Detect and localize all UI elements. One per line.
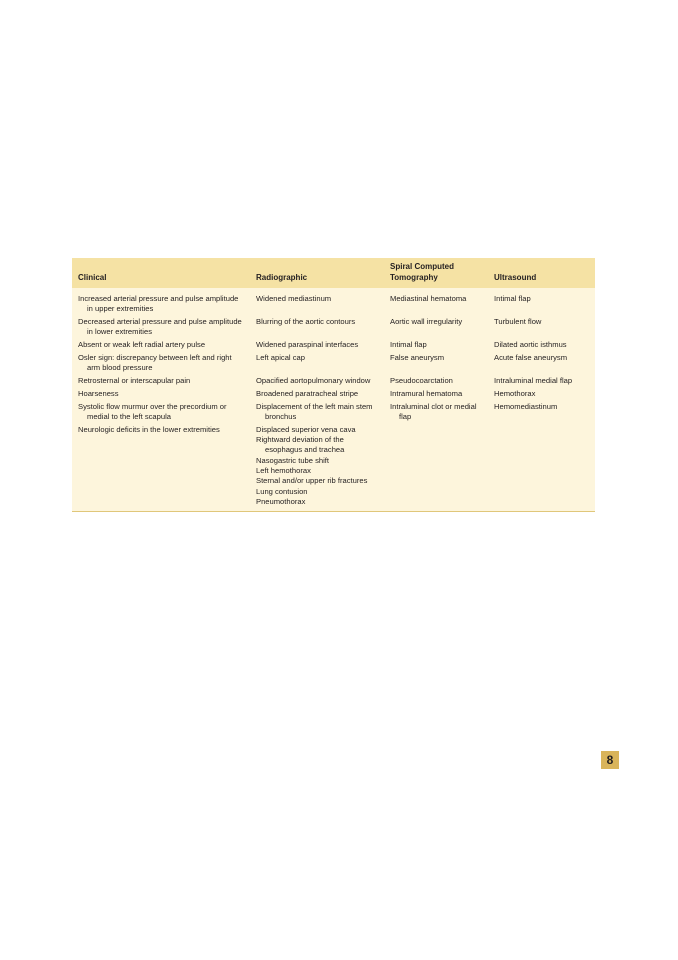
radiographic-entry: Widened paraspinal interfaces [256,340,359,350]
ct-entry: Aortic wall irregularity [390,317,463,327]
radiographic-entry: Rightward deviation of the esophagus and trachea [256,435,345,455]
cell-ultrasound [488,316,595,339]
radiographic-entry: Displacement of the left main stem bronchus [256,401,373,421]
cell-ct [384,316,488,339]
findings-table [72,258,595,511]
cell-ultrasound [488,339,595,352]
ultrasound-entry: Intimal flap [494,294,531,303]
clinical-entry: Neurologic deficits in the lower extremities [78,424,220,434]
cell-radiographic [250,316,384,339]
cell-radiographic [250,352,384,375]
cell-clinical [72,424,250,511]
cell-ct [384,424,488,511]
header-spiral-ct: Spiral Computed Tomography [384,258,488,288]
ct-entry: Intraluminal clot or medial flap [390,401,477,421]
radiographic-entry: Lung contusion [256,486,308,496]
table-row [72,401,595,424]
ultrasound-entry: Hemomediastinum [494,401,558,411]
radiographic-entry: Left hemothorax [256,465,311,475]
cell-clinical [72,388,250,401]
cell-ultrasound [488,352,595,375]
cell-ultrasound [488,388,595,401]
cell-ultrasound [488,401,595,424]
table-row [72,352,595,375]
ultrasound-entry: Hemothorax [494,388,536,398]
clinical-entry: Osler sign: discrepancy between left and right arm blood pressure [78,352,232,373]
clinical-entry: Increased arterial pressure and pulse amplitude in upper extremities [78,294,239,314]
ultrasound-entry: Turbulent flow [494,317,542,327]
header-radiographic: Radiographic [250,258,384,288]
cell-ultrasound [488,424,595,511]
findings-table-container [72,258,595,512]
cell-radiographic [250,401,384,424]
cell-radiographic [250,424,384,511]
cell-clinical [72,375,250,388]
radiographic-entry: Opacified aortopulmonary window [256,376,371,386]
table-row [72,316,595,339]
cell-clinical [72,288,250,316]
cell-radiographic [250,375,384,388]
table-header [72,258,595,288]
ultrasound-entry: Intraluminal medial flap [494,376,573,386]
clinical-entry: Hoarseness [78,388,119,398]
page-number: 8 [601,751,619,769]
cell-ct [384,339,488,352]
table-row [72,339,595,352]
header-row [72,258,595,288]
ct-entry: Pseudocoarctation [390,376,453,386]
clinical-entry: Systolic flow murmur over the precordium or medial to the left scapula [78,401,227,421]
cell-ct [384,352,488,375]
cell-ct [384,388,488,401]
ct-entry: Intramural hematoma [390,388,463,398]
table-row [72,388,595,401]
cell-ct [384,375,488,388]
cell-ultrasound [488,288,595,316]
radiographic-entry: Nasogastric tube shift [256,455,330,465]
radiographic-entry: Displaced superior vena cava [256,424,356,434]
ct-entry: False aneurysm [390,352,445,362]
header-clinical: Clinical [72,258,250,288]
radiographic-entry: Blurring of the aortic contours [256,317,356,327]
cell-ultrasound [488,375,595,388]
cell-clinical [72,316,250,339]
cell-ct [384,401,488,424]
ct-entry: Mediastinal hematoma [390,294,467,303]
table-row [72,375,595,388]
cell-clinical [72,401,250,424]
cell-ct [384,288,488,316]
table-body [72,288,595,511]
cell-radiographic [250,339,384,352]
clinical-entry: Decreased arterial pressure and pulse amplitude in lower extremities [78,317,242,337]
ultrasound-entry: Acute false aneurysm [494,352,568,362]
table-row [72,424,595,511]
cell-radiographic [250,288,384,316]
clinical-entry: Absent or weak left radial artery pulse [78,340,206,350]
radiographic-entry: Broadened paratracheal stripe [256,388,359,398]
cell-radiographic [250,388,384,401]
header-ultrasound: Ultrasound [488,258,595,288]
clinical-entry: Retrosternal or interscapular pain [78,376,191,386]
radiographic-entry: Sternal and/or upper rib fractures [256,476,368,486]
radiographic-entry: Left apical cap [256,352,305,362]
radiographic-entry: Widened mediastinum [256,294,332,303]
table-row [72,288,595,316]
cell-clinical [72,339,250,352]
radiographic-entry: Pneumothorax [256,496,306,506]
cell-clinical [72,352,250,375]
ct-entry: Intimal flap [390,340,427,350]
ultrasound-entry: Dilated aortic isthmus [494,340,567,350]
